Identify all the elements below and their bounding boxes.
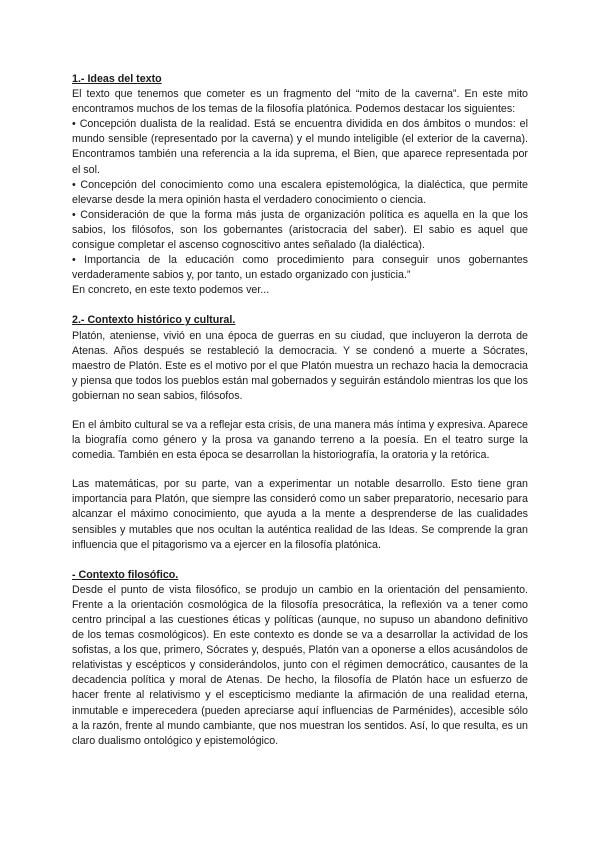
spacer [72, 404, 528, 418]
section-2-paragraph-2: En el ámbito cultural se va a reflejar esta crisis, de una manera más íntima y expresiva. Aparece la biografía como género y la prosa va ganando terreno a la poesía. En el teatro surge la comedia. También en esta época se desarrollan la historiografía, la oratoria y la retórica. [72, 418, 528, 462]
section-3-heading: - Contexto filosófico. [72, 568, 179, 581]
section-1-heading: 1.- Ideas del texto [72, 73, 162, 85]
section-2-paragraph-3: Las matemáticas, por su parte, van a experimentar un notable desarrollo. Esto tiene gran importancia para Platón, que siempre las consideró como un saber preparatorio, necesario para alcanzar el máximo conocimiento, que ayuda a la mente a desprenderse de las cualidades sensibles y mutables que nos ocultan la auténtica realidad de las Ideas. Se comprende la gran influencia que el pitagorismo va a ejercer en la filosofía platónica. [72, 478, 528, 551]
section-1-bullet-1: • Concepción dualista de la realidad. Está se encuentra dividida en dos ámbitos o mundos: el mundo sensible (representado por la caverna) y el mundo inteligible (el exterior de la caverna). Encontramos también una referencia a la ida suprema, el Bien, que aparece representada por el sol. [72, 118, 528, 176]
section-2-heading: 2.- Contexto histórico y cultural. [72, 314, 236, 327]
document-page [72, 72, 528, 749]
section-1-intro: El texto que tenemos que cometer es un fragmento del “mito de la caverna”. En este mito encontramos muchos de los temas de la filosofía platónica. Podemos destacar los siguientes: [72, 88, 528, 116]
section-1-bullet-4: • Importancia de la educación como procedimiento para conseguir unos gobernantes verdaderamente sabios y, por tanto, un estado organizado con justicia.” [72, 254, 528, 282]
section-3-paragraph: Desde el punto de vista filosófico, se produjo un cambio en la orientación del pensamiento. Frente a la orientación cosmológica de la filosofía presocrática, la reflexión va a tener como centro principal a las cuestiones éticas y políticas (aunque, no supuso un abandono definitivo de los temas cosmológicos). En este contexto es donde se va a desarrollar la actividad de los sofistas, a los que, primero, Sócrates y, después, Platón van a oponerse a ellos acusándolos de relativistas y escépticos y considerándolos, junto con el régimen democrático, causantes de la decadencia política y moral de Atenas. De hecho, la filosofía de Platón hace un esfuerzo de hacer frente al relativismo y el escepticismo mediante la afirmación de una realidad eterna, inmutable e imperecedera (pueden apreciarse aquí influencias de Parménides), accesible sólo a la razón, frente al mundo cambiante, que nos muestran los sentidos. Así, lo que resulta, es un claro dualismo ontológico y epistemológico. [72, 583, 528, 747]
spacer [72, 463, 528, 477]
spacer [72, 298, 528, 313]
section-1-bullet-2: • Concepción del conocimiento como una escalera epistemológica, la dialéctica, que permite elevarse desde la mera opinión hasta el verdadero conocimiento o ciencia. [72, 178, 528, 206]
section-1-closing: En concreto, en este texto podemos ver... [72, 284, 270, 297]
spacer [72, 553, 528, 568]
section-2-paragraph-1: Platón, ateniense, vivió en una época de guerras en su ciudad, que incluyeron la derrota de Atenas. Años después se restableció la democracia. Y se condenó a muerte a Sócrates, maestro de Platón. Este es el motivo por el que Platón muestra un rechazo hacia la democracia y piensa que todos los pueblos están mal gobernados y seguirán estándolo mientras los que los gobiernan no sean sabios, filósofos. [72, 329, 528, 402]
section-1-bullet-3: • Consideración de que la forma más justa de organización política es aquella en la que los sabios, los filósofos, son los gobernantes (aristocracia del saber). El sabio es aquel que consigue completar el ascenso cognoscitivo antes señalado (la dialéctica). [72, 208, 528, 252]
